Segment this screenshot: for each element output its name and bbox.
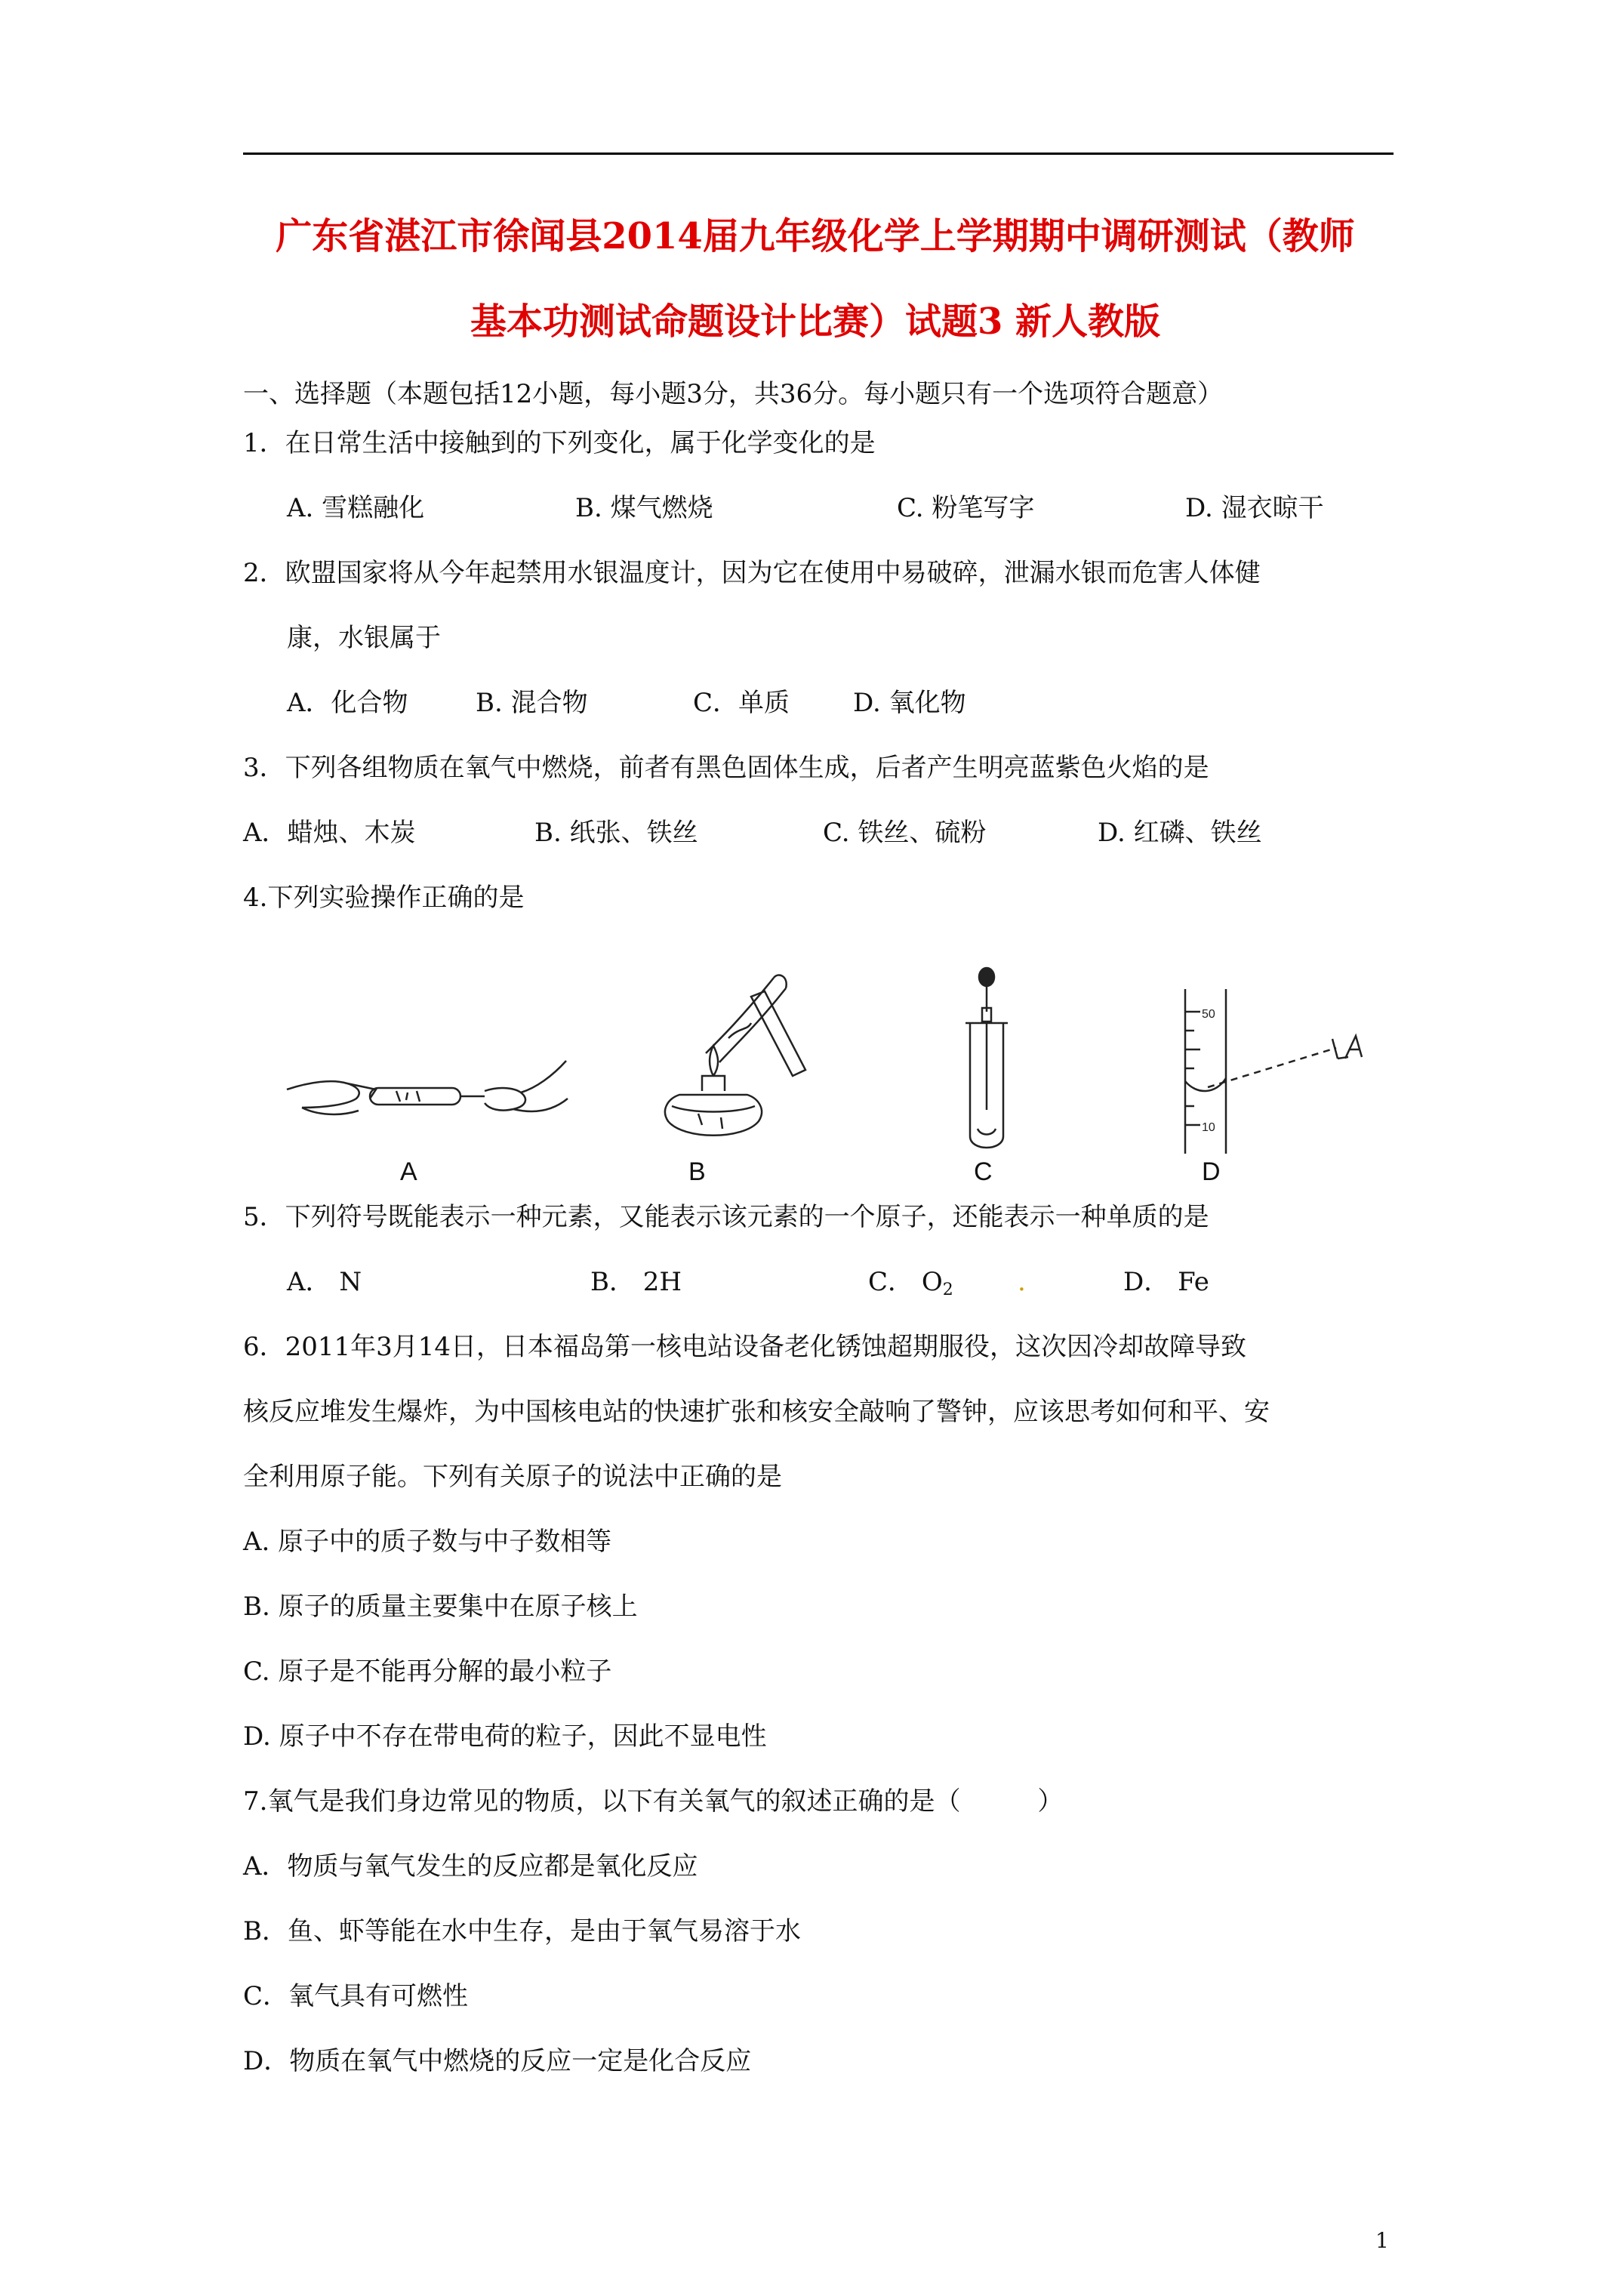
q1-option-c: C. 粉笔写字 xyxy=(897,493,1035,523)
q3-option-d: D. 红磷、铁丝 xyxy=(1098,818,1262,848)
q1-option-b: B. 煤气燃烧 xyxy=(575,493,713,523)
q3-option-a: A．蜡烛、木炭 xyxy=(243,818,416,848)
figure-c-test-tube-dropper xyxy=(955,966,1023,1155)
section-heading: 一、选择题（本题包括12小题，每小题3分，共36分。每小题只有一个选项符合题意） xyxy=(243,379,1224,409)
q6-option-b: B. 原子的质量主要集中在原子核上 xyxy=(243,1592,638,1622)
q6-stem-line-3: 全利用原子能。下列有关原子的说法中正确的是 xyxy=(243,1462,782,1492)
q2-option-d: D. 氧化物 xyxy=(853,688,966,718)
q1-option-d: D. 湿衣晾干 xyxy=(1185,493,1324,523)
cylinder-mark-10: 10 xyxy=(1202,1121,1215,1134)
q2-stem-line-1: 2．欧盟国家将从今年起禁用水银温度计，因为它在使用中易破碎，泄漏水银而危害人体健 xyxy=(243,558,1261,588)
q4-stem: 4.下列实验操作正确的是 xyxy=(243,883,525,913)
q5-option-c xyxy=(868,1265,953,1307)
q5-option-a: A． N xyxy=(287,1267,362,1297)
q3-option-b: B. 纸张、铁丝 xyxy=(534,818,698,848)
figure-label-a: A xyxy=(400,1157,417,1186)
q6-stem-line-2: 核反应堆发生爆炸，为中国核电站的快速扩张和核安全敲响了警钟，应该思考如何和平、安 xyxy=(243,1397,1270,1427)
q1-stem: 1．在日常生活中接触到的下列变化，属于化学变化的是 xyxy=(243,428,876,458)
q5-option-c-subscript: 2 xyxy=(942,1281,953,1299)
figure-a-hands-test-tube xyxy=(287,1046,574,1136)
q5-stem: 5．下列符号既能表示一种元素，又能表示该元素的一个原子，还能表示一种单质的是 xyxy=(243,1202,1209,1232)
q5-stray-mark: . xyxy=(1018,1267,1026,1297)
cylinder-mark-50: 50 xyxy=(1202,1008,1215,1021)
page-number: 1 xyxy=(1375,2228,1389,2253)
figure-label-b: B xyxy=(688,1157,706,1186)
q7-option-c: C．氧气具有可燃性 xyxy=(243,1981,469,2011)
q2-stem-line-2: 康，水银属于 xyxy=(287,623,441,653)
q2-option-a: A．化合物 xyxy=(287,688,408,718)
figure-b-alcohol-lamp xyxy=(638,963,827,1151)
q2-option-c: C．单质 xyxy=(693,688,790,718)
figure-d-graduated-cylinder xyxy=(1178,989,1381,1155)
header-rule xyxy=(243,153,1394,155)
q3-option-c: C. 铁丝、硫粉 xyxy=(823,818,987,848)
q7-option-a: A．物质与氧气发生的反应都是氧化反应 xyxy=(243,1851,698,1881)
q7-stem: 7.氧气是我们身边常见的物质，以下有关氧气的叙述正确的是（ ） xyxy=(243,1786,1064,1817)
q6-option-d: D. 原子中不存在带电荷的粒子，因此不显电性 xyxy=(243,1721,767,1752)
q5-option-d: D． Fe xyxy=(1123,1267,1209,1297)
q6-stem-line-1: 6．2011年3月14日，日本福岛第一核电站设备老化锈蚀超期服役，这次因冷却故障导致 xyxy=(243,1332,1247,1362)
q7-option-b: B．鱼、虾等能在水中生存，是由于氧气易溶于水 xyxy=(243,1916,801,1946)
q5-option-b: B． 2H xyxy=(590,1267,682,1297)
q1-option-a: A. 雪糕融化 xyxy=(287,493,425,523)
title-line-1: 广东省湛江市徐闻县2014届九年级化学上学期期中调研测试（教师 xyxy=(276,215,1355,257)
title-line-2: 基本功测试命题设计比赛）试题3 新人教版 xyxy=(470,300,1161,343)
q5-option-c-text: C． O xyxy=(868,1267,943,1297)
q2-option-b: B. 混合物 xyxy=(476,688,588,718)
figure-label-c: C xyxy=(974,1157,993,1186)
figure-label-d: D xyxy=(1202,1157,1221,1186)
q7-option-d: D．物质在氧气中燃烧的反应一定是化合反应 xyxy=(243,2046,752,2076)
q3-stem: 3．下列各组物质在氧气中燃烧，前者有黑色固体生成，后者产生明亮蓝紫色火焰的是 xyxy=(243,753,1209,783)
q6-option-c: C. 原子是不能再分解的最小粒子 xyxy=(243,1657,612,1687)
q6-option-a: A. 原子中的质子数与中子数相等 xyxy=(243,1527,612,1557)
